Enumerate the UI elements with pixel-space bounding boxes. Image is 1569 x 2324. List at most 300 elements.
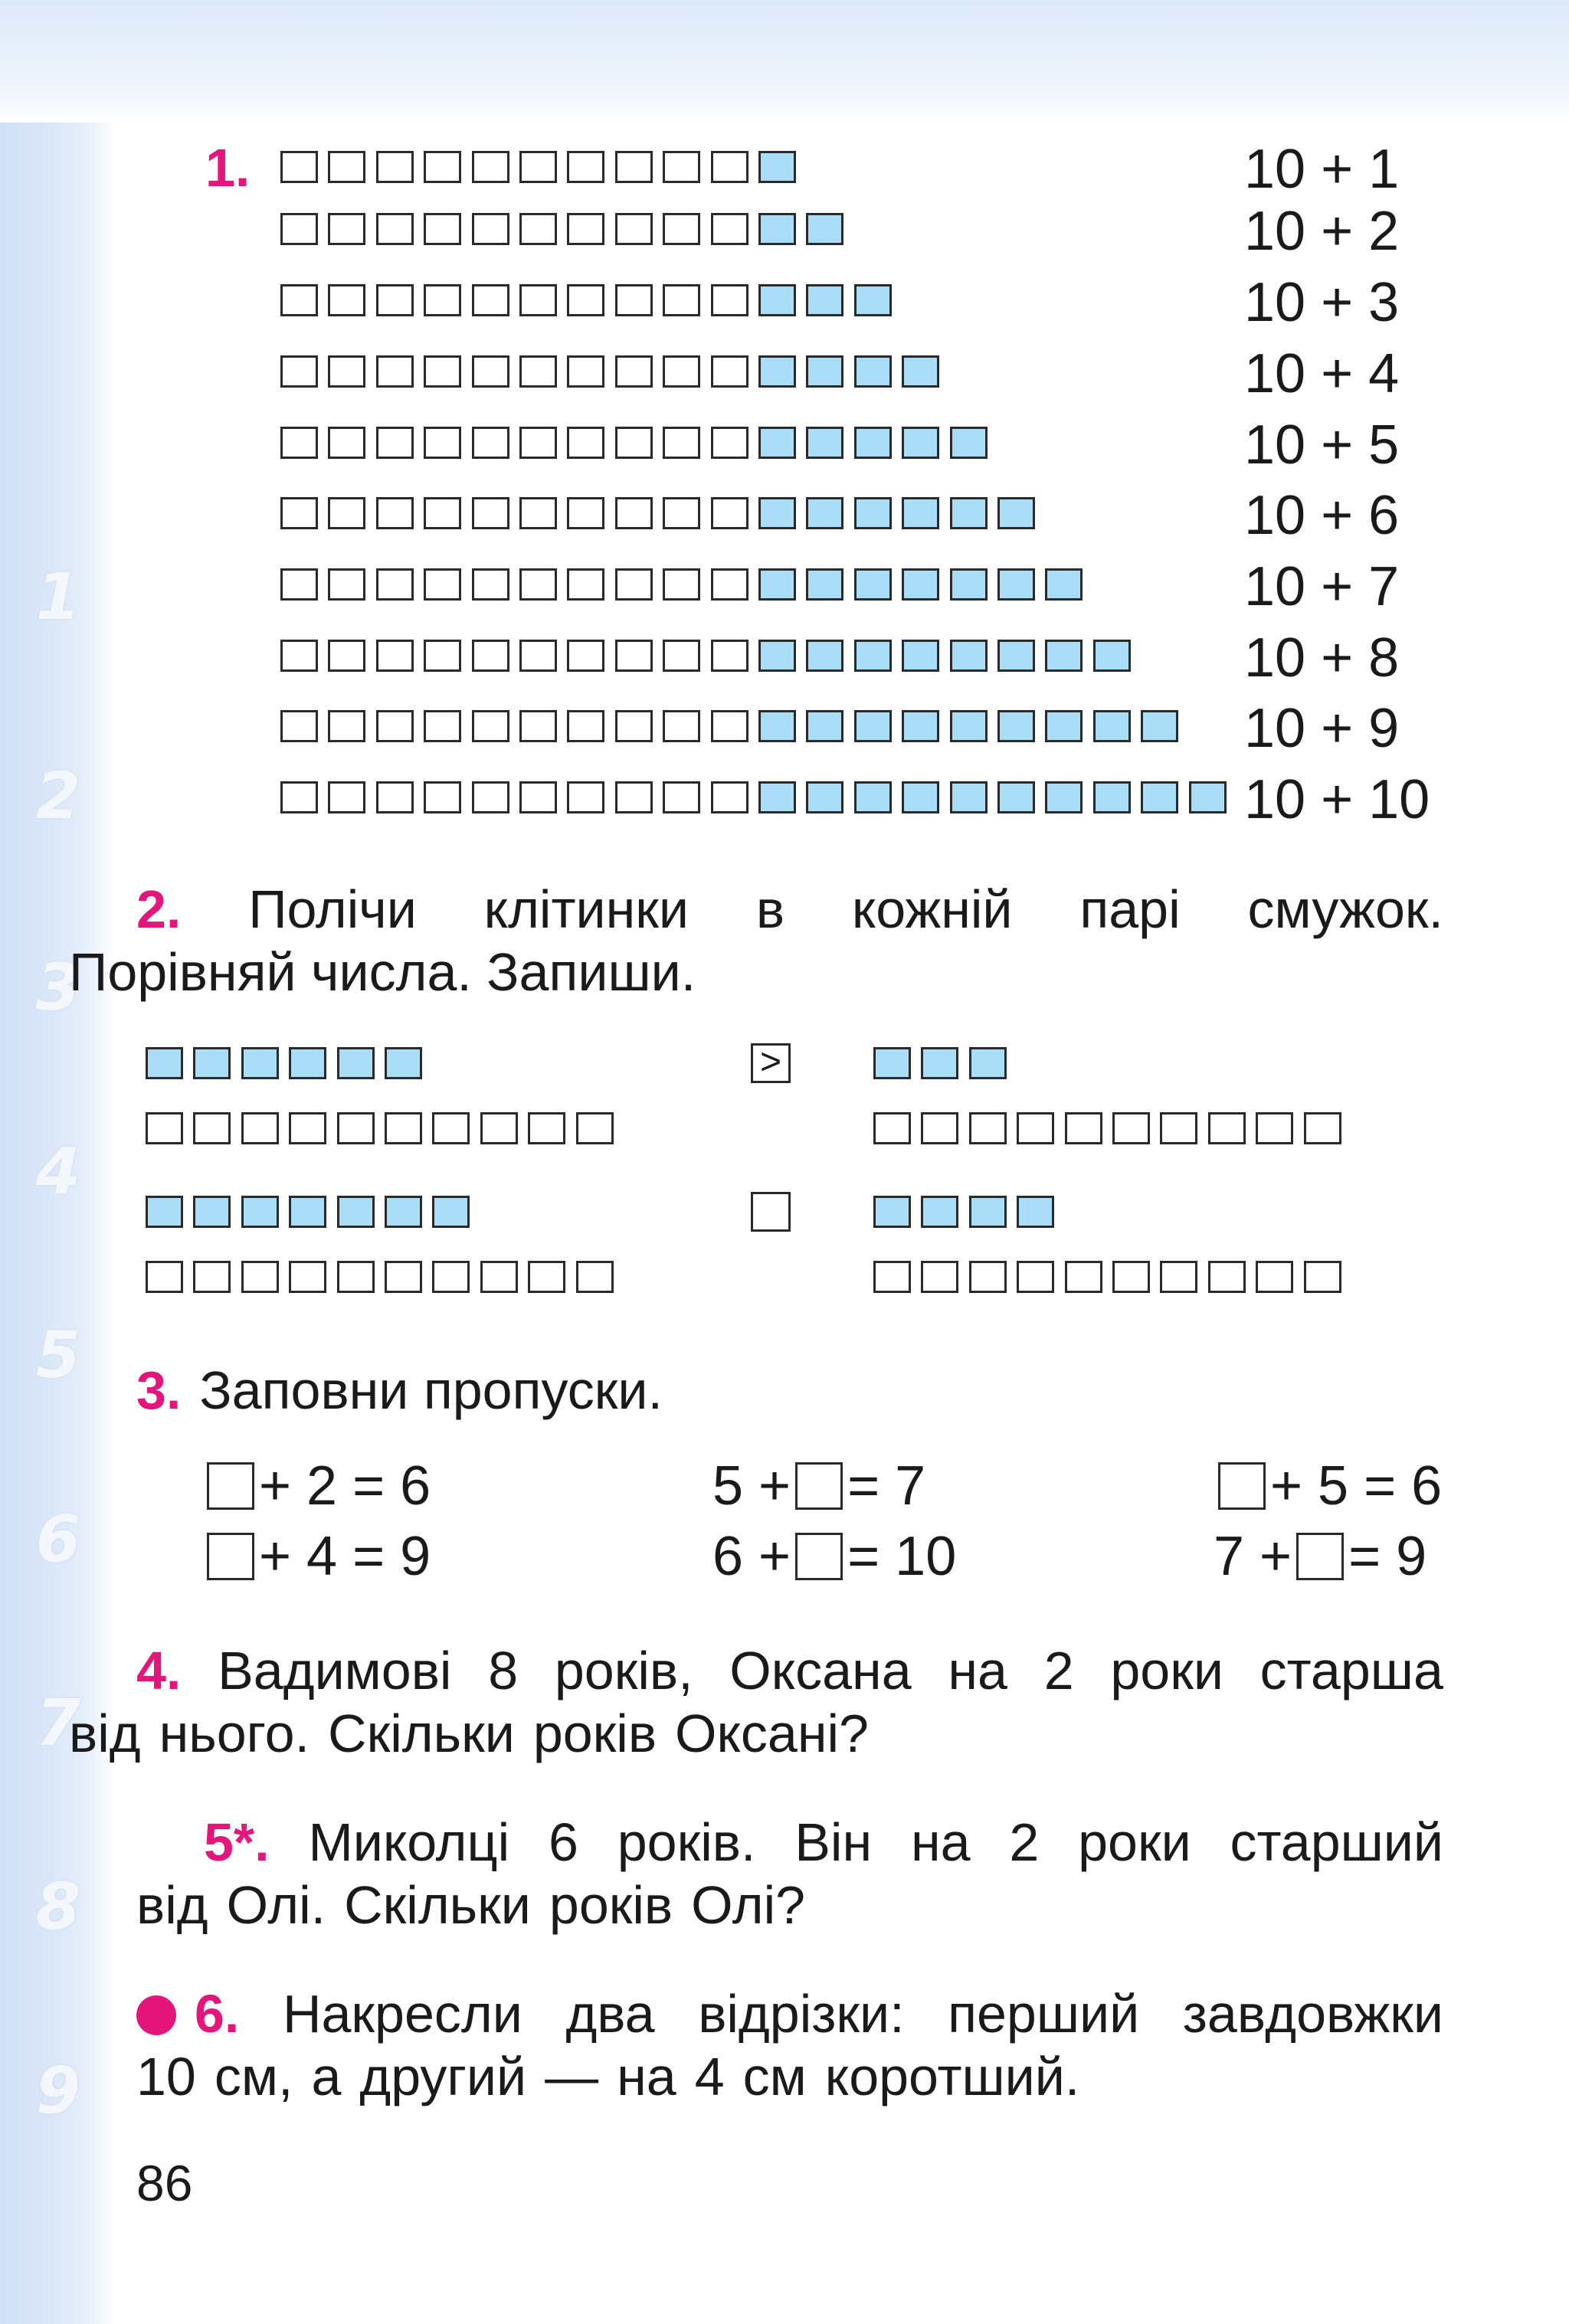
word: 2 [1043,1641,1074,1700]
blue-cell [854,568,892,601]
blue-cell [997,710,1035,742]
white-cell [519,151,557,183]
blue-cell [1017,1196,1054,1228]
word: кожній [851,879,1013,939]
blue-cell [758,568,796,601]
answer-blank-box[interactable] [795,1462,843,1510]
white-cell [328,568,365,601]
white-cell [567,710,604,742]
white-cell [280,568,318,601]
blue-cell [385,1047,422,1079]
white-cell [663,213,700,245]
exercise-4-line-1 [136,1639,1443,1702]
word: Миколці [308,1812,510,1872]
white-cell [576,1112,614,1144]
word: клітинки [483,879,690,939]
white-cell [711,568,748,601]
side-number: 7 [35,1685,81,1760]
blue-cell [193,1047,231,1079]
white-cell [663,355,700,388]
word: років [549,1875,673,1935]
word: в [755,879,785,939]
word: Оксана [729,1641,912,1700]
equation [1214,1455,1443,1517]
blue-cell [1093,710,1131,742]
blue-cell [806,427,843,459]
exercise-6-text [136,1982,1443,2108]
white-cell [328,710,365,742]
white-cell [280,781,318,813]
word: старший [1230,1812,1443,1872]
blue-cell [337,1196,375,1228]
blue-cell [806,284,843,316]
white-cell [280,151,318,183]
blue-cell [873,1047,911,1079]
equation [712,1526,957,1587]
white-cell [328,497,365,529]
blue-cell [758,151,796,183]
white-cell [615,355,653,388]
exercise-6-marker [136,1982,239,2045]
word: перший [948,1984,1140,2044]
exercise-4-text [69,1639,1443,1765]
word: на [910,1812,971,1872]
blue-cell [806,213,843,245]
white-cell [1160,1112,1197,1144]
white-cell [576,1261,614,1293]
blue-cell [1141,781,1178,813]
sum-label: 10 + 8 [1244,627,1400,689]
white-cell [567,151,604,183]
exercise-6-number: 6. [195,1984,240,2044]
blue-cell [337,1047,375,1079]
white-cell [663,640,700,672]
blue-cell [758,427,796,459]
blue-cell [950,710,988,742]
white-cell [615,427,653,459]
blue-cell [146,1196,183,1228]
equation [202,1526,431,1587]
white-cell [969,1112,1007,1144]
blue-cell [1093,781,1131,813]
word: другий [359,2047,527,2106]
blue-cell [997,568,1035,601]
white-cell [146,1112,183,1144]
white-cell [711,710,748,742]
blue-cell [854,640,892,672]
white-cell [280,640,318,672]
white-cell [472,213,509,245]
white-cell [424,151,461,183]
blue-cell [146,1047,183,1079]
white-cell [424,781,461,813]
blue-cell [950,568,988,601]
blue-cell [921,1047,958,1079]
exercise-5-line-1 [136,1811,1443,1874]
blue-cell [950,427,988,459]
blue-cell [806,640,843,672]
blue-cell [997,497,1035,529]
word: Олі. [226,1875,326,1935]
blue-cell [902,710,939,742]
white-cell [376,640,414,672]
white-cell [328,284,365,316]
white-cell [711,355,748,388]
white-cell [615,213,653,245]
equation-left-part: 5 + [712,1455,791,1517]
word: Скільки [328,1704,515,1763]
word: нього. [159,1704,310,1763]
blue-cell [385,1196,422,1228]
white-cell [1017,1261,1054,1293]
comparison-sign-box[interactable] [751,1192,791,1232]
white-cell [1208,1112,1246,1144]
blue-cell [1093,640,1131,672]
white-cell [472,710,509,742]
blue-cell [997,781,1035,813]
word: Вадимові [218,1641,452,1700]
white-cell [615,568,653,601]
word: відрізки: [698,1984,905,2044]
exercise-3-text [136,1359,1443,1422]
exercise-3-title: Заповни пропуски. [199,1360,663,1420]
sum-label: 10 + 9 [1244,698,1400,759]
word: два [565,1984,655,2044]
white-cell [711,781,748,813]
blue-cell [950,781,988,813]
white-cell [711,640,748,672]
white-cell [615,497,653,529]
white-cell [519,710,557,742]
word: завдовжки [1182,1984,1443,2044]
white-cell [663,781,700,813]
word: Полічи [248,879,417,939]
equation [202,1455,431,1517]
blue-cell [241,1196,279,1228]
white-cell [519,213,557,245]
white-cell [472,568,509,601]
white-cell [424,355,461,388]
word: см [742,2047,807,2106]
word: роки [1110,1641,1223,1700]
equation-right-part: + 4 = 9 [259,1526,431,1587]
white-cell [289,1261,326,1293]
white-cell [663,151,700,183]
white-cell [424,427,461,459]
white-cell [567,568,604,601]
side-number: 8 [35,1869,81,1944]
sum-label: 10 + 1 [1244,139,1400,200]
white-cell [519,284,557,316]
blue-cell [806,355,843,388]
white-cell [711,151,748,183]
equation-left-part: 6 + [712,1526,791,1587]
exercise-2-text [69,878,1443,1003]
word: а [311,2047,342,2106]
white-cell [1208,1261,1246,1293]
white-cell [1065,1112,1102,1144]
blue-cell [1045,568,1083,601]
blue-cell [950,497,988,529]
blue-cell [758,497,796,529]
white-cell [432,1261,470,1293]
side-number: 6 [35,1501,81,1576]
white-cell [921,1112,958,1144]
word: років [532,1704,657,1763]
blue-cell [1141,710,1178,742]
exercise-3-line [136,1359,1443,1422]
white-cell [328,213,365,245]
pink-bullet-icon [136,1995,176,2035]
white-cell [615,284,653,316]
white-cell [424,213,461,245]
blue-cell [969,1196,1007,1228]
answer-blank-box[interactable] [207,1462,254,1510]
white-cell [1256,1261,1293,1293]
white-cell [376,355,414,388]
blue-cell [854,355,892,388]
white-cell [615,151,653,183]
white-cell [519,355,557,388]
blue-cell [1045,781,1083,813]
white-cell [528,1261,565,1293]
blue-cell [854,497,892,529]
white-cell [567,284,604,316]
exercise-2-line-2: Порівняй числа. Запиши. [69,942,696,1002]
word: 6 [548,1812,578,1872]
word: Він [794,1812,873,1872]
sum-label: 10 + 2 [1244,201,1400,262]
blue-cell [806,710,843,742]
white-cell [711,427,748,459]
white-cell [480,1112,518,1144]
white-cell [337,1261,375,1293]
white-cell [663,284,700,316]
white-cell [873,1261,911,1293]
word: 10 [136,2047,196,2106]
blue-cell [758,284,796,316]
white-cell [1304,1261,1341,1293]
blue-cell [902,640,939,672]
white-cell [615,781,653,813]
white-cell [519,497,557,529]
white-cell [1304,1112,1341,1144]
white-cell [280,284,318,316]
word: 4 [694,2047,725,2106]
sum-label: 10 + 6 [1244,485,1400,546]
equation-left-part: 7 + [1214,1526,1292,1587]
white-cell [328,427,365,459]
blue-cell [854,781,892,813]
white-cell [337,1112,375,1144]
white-cell [424,497,461,529]
white-cell [567,640,604,672]
blue-cell [193,1196,231,1228]
comparison-sign-box[interactable]: > [751,1043,791,1083]
white-cell [615,710,653,742]
white-cell [280,497,318,529]
white-cell [193,1112,231,1144]
white-cell [663,497,700,529]
white-cell [328,151,365,183]
side-number: 9 [35,2053,81,2128]
exercise-4-line-2 [69,1702,1443,1765]
blue-cell [432,1196,470,1228]
sum-label: 10 + 5 [1244,414,1400,476]
blue-cell [758,710,796,742]
blue-cell [758,781,796,813]
white-cell [424,710,461,742]
blue-cell [854,710,892,742]
side-number: 1 [35,559,81,634]
white-cell [567,355,604,388]
word: роки [1078,1812,1191,1872]
word: — [545,2047,599,2106]
white-cell [615,640,653,672]
blue-cell [758,640,796,672]
blue-cell [997,640,1035,672]
answer-blank-box[interactable] [1218,1462,1266,1510]
word: 2 [1009,1812,1040,1872]
word: смужок. [1247,879,1443,939]
answer-blank-box[interactable] [1296,1533,1344,1580]
white-cell [1160,1261,1197,1293]
white-cell [376,781,414,813]
white-cell [376,497,414,529]
white-cell [472,497,509,529]
white-cell [663,568,700,601]
white-cell [519,568,557,601]
white-cell [146,1261,183,1293]
white-cell [969,1261,1007,1293]
white-cell [280,213,318,245]
equation-right-part: = 9 [1348,1526,1427,1587]
word: на [617,2047,676,2106]
white-cell [280,355,318,388]
exercise-6-line-1 [136,1982,1443,2045]
white-cell [280,710,318,742]
white-cell [519,427,557,459]
white-cell [711,497,748,529]
equation-right-part: + 5 = 6 [1270,1455,1443,1517]
side-decorative-band [0,123,115,2324]
exercise-5-number: 5*. [204,1812,270,1872]
white-cell [1256,1112,1293,1144]
white-cell [711,213,748,245]
word: Олі? [691,1875,806,1935]
white-cell [663,427,700,459]
white-cell [873,1112,911,1144]
white-cell [376,568,414,601]
word: років. [617,1812,756,1872]
word: Оксані? [675,1704,869,1763]
blue-cell [241,1047,279,1079]
white-cell [1112,1261,1150,1293]
answer-blank-box[interactable] [207,1533,254,1580]
equation-right-part: + 2 = 6 [259,1455,431,1517]
side-number: 3 [35,950,81,1025]
white-cell [1112,1112,1150,1144]
blue-cell [806,568,843,601]
white-cell [1017,1112,1054,1144]
blue-cell [854,284,892,316]
word: старша [1259,1641,1443,1700]
white-cell [567,213,604,245]
side-number: 5 [35,1317,81,1393]
blue-cell [289,1196,326,1228]
sum-label: 10 + 10 [1244,769,1430,830]
blue-cell [1045,640,1083,672]
exercise-5-line-2 [136,1874,1443,1936]
white-cell [1065,1261,1102,1293]
exercise-1-number: 1. [205,138,251,198]
blue-cell [921,1196,958,1228]
white-cell [567,497,604,529]
white-cell [241,1112,279,1144]
equation [712,1455,926,1517]
white-cell [385,1112,422,1144]
white-cell [376,213,414,245]
blue-cell [758,355,796,388]
white-cell [376,427,414,459]
blue-cell [854,427,892,459]
white-cell [376,710,414,742]
white-cell [472,427,509,459]
equation [1214,1526,1427,1587]
word: Накресли [282,1984,522,2044]
white-cell [472,151,509,183]
exercise-6-line-2 [136,2045,1443,2108]
white-cell [472,640,509,672]
answer-blank-box[interactable] [795,1533,843,1580]
white-cell [472,781,509,813]
white-cell [280,427,318,459]
white-cell [424,640,461,672]
sum-label: 10 + 4 [1244,343,1400,404]
white-cell [385,1261,422,1293]
white-cell [328,355,365,388]
blue-cell [289,1047,326,1079]
white-cell [711,284,748,316]
word: коротший. [824,2047,1080,2106]
white-cell [567,781,604,813]
exercise-2-number: 2. [136,879,182,939]
blue-cell [1189,781,1227,813]
white-cell [328,640,365,672]
word: Скільки [344,1875,531,1935]
white-cell [424,284,461,316]
blue-cell [806,497,843,529]
word: років, [554,1641,693,1700]
sum-label: 10 + 3 [1244,272,1400,333]
white-cell [241,1261,279,1293]
blue-cell [806,781,843,813]
top-decorative-band [0,0,1569,123]
equation-right-part: = 7 [847,1455,926,1517]
white-cell [480,1261,518,1293]
side-number: 2 [35,758,81,833]
blue-cell [902,427,939,459]
white-cell [663,710,700,742]
white-cell [289,1112,326,1144]
blue-cell [902,568,939,601]
exercise-5-text [136,1811,1443,1936]
blue-cell [1045,710,1083,742]
word: парі [1079,879,1181,939]
white-cell [519,781,557,813]
white-cell [424,568,461,601]
white-cell [921,1261,958,1293]
